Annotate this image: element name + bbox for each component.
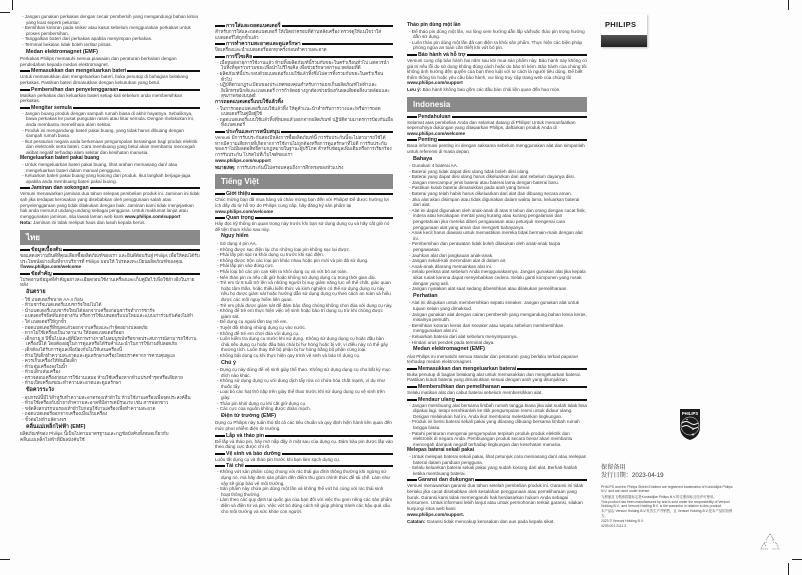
list-item: - Pembersihan dan perawatan tidak boleh dilakukan oleh anak-anak tanpa pengawasan. [409, 241, 561, 252]
list-item: - Không để trẻ em chơi đùa với dụng cụ. [217, 330, 300, 336]
remove-battery-heading: Mengeluarkan bateri pakai buang [20, 155, 100, 162]
copyright: 2023 © Versuni Holding B.V. [601, 519, 644, 524]
list-item: - Không vứt sản phẩm cùng chung với rác thải gia đình thông thường khi ngừng sử dụng nó, mà hãy đem sản phẩm đến điểm thu gom chính thức để tái chế. Làm như vậy sẽ giúp bảo vệ môi trường. [217, 469, 391, 486]
back-matter [601, 464, 736, 530]
list-item: - Selalu keluarkan baterai sekali pakai yang sudah kosong dari alat. Berhati-hatilah ketika membuang baterai. [409, 465, 578, 476]
emf-text: Dụng cụ Philips này tuân thủ tất cả các tiêu chuẩn và quy định hiện hành liên quan đến mức phơi nhiễm điện từ trường. [215, 420, 392, 432]
cleaning-heading: Pembersihan dan penyelenggaraan [20, 87, 200, 93]
list-item: - Gunakan 4 baterai AA. [409, 163, 459, 169]
emf-heading: คลื่นแม่เหล็กไฟฟ้า (EMF) [26, 423, 86, 430]
battery-heading: Lắp và tháo pin [215, 433, 393, 439]
list-item: - Tuyệt đối không nhúng dụng cụ vào nước. [217, 324, 307, 330]
important-heading: Quan trọng [215, 215, 393, 221]
list-item: - Sử dụng 4 pin AA. [217, 241, 258, 247]
list-item: - Không được sạc điện lại cho những loại pin không sạc lại được. [217, 246, 351, 252]
cleaning-text: ปิดเครื่องและนำแบตเตอรี่ออกทุกครั้งก่อนทำความสะอาด [215, 47, 327, 53]
list-item: - Untuk melepas baterai sekali pakai, lihat petunjuk cara memasang dan/ atau melepas baterai dalam panduan pengguna. [409, 454, 586, 465]
remove-battery-heading: Melepas baterai sekali pakai [407, 447, 474, 454]
list-item: - Keluarkan bateri pakai buang yang kosong dari produk. Ikut langkah berjaga-jaga apabila anda membuang bateri pakai buang. [22, 173, 191, 184]
list-item: - Jika alat akan disimpan atau tidak digunakan dalam waktu lama, keluarkan baterai dari alat. [409, 196, 580, 208]
language-header-thai: ไทย [20, 230, 200, 245]
list-item: - Bersihkan kotoran pada sniker atau kasut sebelum menggunakan perkakas untuk proses pembersihan. [22, 25, 191, 36]
caution-heading: Perhatian [413, 292, 438, 299]
emf-heading: Medan elektromagnet (EMF) [26, 48, 98, 55]
column-2 [215, 22, 393, 514]
remove-battery-heading: Tháo pin dùng một lần [407, 22, 461, 28]
cleaning-text: Luôn tắt dụng cụ và tháo pin trước khi bạn làm sạch dụng cụ. [215, 456, 341, 462]
cleaning-heading: การทำความสะอาดและดูแลรักษา [215, 41, 393, 47]
important-heading: Penting [407, 137, 587, 143]
support-link[interactable]: www.philips.com/support [407, 80, 463, 86]
logo-band [601, 35, 647, 47]
list-item: - Baterai yang telah habis harus dikeluarkan dari alat dan dibuang secara aman. [409, 191, 572, 197]
list-item: - Keluarkan baterai dari alat sebelum menyimpannya. [409, 333, 518, 339]
intro-text: Selamat atas pembelian Anda dan selamat datang di Philips! Untuk memanfaatkan sepenuhnya dukungan yang ditawarkan Philips, daftarkan produk Anda di www.philips.com/welcome [407, 119, 576, 136]
welcome-link[interactable]: www.philips.com/welcome [215, 208, 274, 214]
list-item: - Baterai yang dapat diisi ulang harus dikeluarkan dari alat sebelum dayanya diisi. [409, 174, 575, 180]
list-item: - Jangan buang produk dengan sampah rumah biasa di akhir hayatnya. Sebaliknya, bawa perkakas ke pusat pungutan rasmi atau kitar semula. Dengan melakukan ini, anda membantu memelihara alam sekitar. [22, 110, 195, 127]
list-item: - ขจัดสิ่งสกปรกบนรองเท้าผ้าใบก่อนใช้งานเครื่องเพื่อทำความสะอาด [22, 405, 156, 411]
list-item: - ขั้วต่อไฟห้ามลัดวงจร [22, 417, 67, 423]
crop-mark [12, 0, 13, 10]
emf-text: ผลิตภัณฑ์ของ Philips นี้เป็นไปตามมาตรฐานและกฎข้อบังคับทั้งหมดเกี่ยวกับคลื่นแม่เหล็กไฟฟ้าที่มีผลบังคับใช้ [20, 431, 169, 442]
important-text: โปรดอ่านข้อมูลที่สำคัญอย่างละเอียดก่อนใช้งานเครื่องและเก็บคู่มือไว้เพื่อใช้อ้างอิงในภายหลัง [20, 276, 195, 288]
list-item: - Produk ini berisi baterai sekali pakai yang dilarang dibuang bersama limbah rumah tangga biasa. [409, 419, 580, 431]
philips-shield-icon [678, 407, 702, 441]
list-item: - นำแบตเตอรี่แบบชาร์จใหม่ได้ออกจากเครื่องก่อนชาร์จทำการชาร์จ [22, 307, 155, 313]
list-item: - Trẻ em phải được giám sát để đảm bảo rằng chúng không chơi đùa với dụng cụ này. [217, 302, 393, 308]
list-item: - Bersihkan kotoran keras dari sneaker atau sepatu sebelum membersihkan menggunakan alat ini. [409, 322, 564, 334]
list-item: - Tháo pin khỏi dụng cụ khi cất giữ dụng cụ. [217, 400, 307, 406]
list-item: - Tanggalkan bateri dari perkakas apabila menyimpan perkakas. [22, 36, 153, 42]
battery-text: Buka penutup di bagian belakang alat untuk memasukkan dan mengeluarkan baterai. Pastikan kutub baterai yang dimasukkan sesuai dengan arah yang ditunjukkan. [407, 371, 581, 383]
list-item: - Dụng cụ này dùng để vệ sinh giày thể thao. Không sử dụng dụng cụ cho bất kỳ mục đích nào khác. [217, 367, 391, 378]
important-text: Hãy đọc kỹ thông tin quan trọng này trước khi bạn sử dụng dụng cụ và hãy cất giữ nó để tiện tham khảo sau này. [215, 221, 390, 232]
intro-heading: ข้อมูลเบื้องต้น [20, 247, 200, 253]
welcome-link[interactable]: www.philips.com/welcome [23, 264, 82, 270]
philips-logo [601, 14, 647, 47]
list-item: - Pastikan kutub baterai dimasukkan pada arah yang benar. [409, 185, 531, 191]
intro-text: ขอแสดงความยินดีที่คุณเลือกซื้อผลิตภัณฑ์ของเรา และยินดีต้อนรับสู่ Philips เพื่อให้คุณได้รับประโยชน์อย่างเต็มที่จากบริการที่ Philips มอบให้ โปรดลงทะเบียนผลิตภัณฑ์ของคุณที่www.philips.com/welcome [20, 253, 200, 270]
list-item: - ถอดแบตเตอรี่ที่หมดแล้วออกจากเครื่องและกำจัดอย่างปลอดภัย [22, 324, 148, 330]
crop-mark [788, 0, 789, 10]
list-item: - Jangan membuang alat bersama limbah rumah tangga biasa jika alat sudah tidak bisa dipakai lagi, tetapi serahkanlah ke titik pengumpulan resmi untuk didaur ulang. Dengan melakukan hal ini, Anda ikut membantu melestarikan lingkungan. [409, 402, 587, 419]
caution-heading: Chú ý [221, 359, 236, 366]
list-item: - Không được trộn các loại pin khác nhau hoặc pin mới và pin đã sử dụng. [217, 257, 369, 263]
list-item: - Các cực của nguồn không được đoản mạch. [217, 406, 311, 412]
list-item: - Không để trẻ em thực hiện việc vệ sinh hoặc bảo trì dụng cụ trừ khi chúng được giám sát. [217, 308, 383, 319]
important-text: Baca informasi penting ini dengan saksama sebelum menggunakan alat dan simpanlah untuk referensi di masa depan. [407, 143, 585, 154]
list-item: - Phải loại bỏ các pin cạn kiệt ra khỏi dụng cụ và vứt bỏ an toàn. [217, 269, 348, 274]
list-item: - Jangan gunakan alat dengan cairan pembersih yang mengandung bahan kimia keras, misalnya pemutih. [409, 311, 587, 323]
list-item: - Baterai yang tidak dapat diisi ulang tidak boleh diisi ulang. [409, 168, 530, 174]
battery-text: Để lắp và tháo pin, hãy mở nắp đậy ở mặt sau của dụng cụ. Đảm bảo pin được lắp vào theo đúng cực được chỉ rõ. [215, 438, 393, 450]
language-header-vietnamese: Tiếng Việt [215, 174, 393, 189]
important-heading: ข้อสำคัญ [20, 271, 200, 277]
language-header-indonesian: Indonesia [407, 97, 587, 112]
warranty-note: Nota: Jaminan ini tidak meliputi haus dan lusuh kepala berus. [20, 220, 146, 226]
battery-heading: Memasukkan dan mengeluarkan bateri [20, 68, 200, 74]
list-item: - Không bật dụng cụ khi thực hiện quy trình vệ sinh và bảo trì dụng cụ. [217, 352, 361, 358]
recycle-heading: Tái chế [215, 463, 393, 469]
list-item: - Loại bỏ các hạt thô nặp trên giày thể thao trước khi sử dụng dụng cụ vệ sinh trên giày. [217, 389, 385, 401]
list-item: - Nên tháo pin ra nếu cất giữ hoặc không sử dụng dụng cụ trong thời gian dài. [217, 274, 376, 280]
welcome-link[interactable]: www.philips.com/welcome [407, 130, 466, 136]
danger-heading: Bahaya [413, 155, 433, 162]
cleaning-heading: Membersihkan dan pemeliharaan [407, 384, 587, 390]
list-item: - Phải lắp pin vào đúng cực. [217, 263, 275, 269]
danger-heading: อันตราย [26, 288, 46, 295]
list-item: - ถอดแบตเตอรี่ออกจากเครื่องเมื่อเก็บเครื่อง [22, 411, 108, 417]
warranty-heading: ประกันและการสนับสนุน [215, 129, 393, 135]
list-item: - Jauhkan alat dari jangkauan anak-anak. [409, 252, 494, 258]
battery-text: สำหรับการใส่และถอดแบตเตอรี่ ให้เปิดฝาครอบที่ด้านหลังเครื่อง ตรวจดูให้แน่ใจว่าใส่แบตเตอรี่ได้ถูกขั้วแล้ว [215, 29, 382, 40]
list-item: - Phải lấy pin sạc ra khỏi dụng cụ trước khi sạc điện. [217, 252, 324, 258]
manufacturer-notice-zh: 本产品由 Versuni Holding B.V.负责生产并销售，且 Versuni Holding B.V.是本产品的担保方。 [601, 509, 733, 518]
warranty-text: Versuni menawarkan jaminan dua tahun selepas pembelian produk ini. Jaminan ini tidak sah jika terdapat kerosakan yang disebabkan oleh penggunaan salah atau penyelenggaraan yang tidak dilakukan dengan baik. Jaminan kami tidak menjejaskan hak anda menurut undang-undang sebagai pengguna. Untuk maklumat lanjut atau menggunakan jaminan, sila lawati laman web kami www.philips.com/support [20, 191, 200, 219]
warranty-note: Catatan: Garansi tidak mencakup kerusakan dan aus pada kepala sikat. [407, 518, 555, 524]
logo-wordmark: PHILIPS [605, 20, 637, 29]
list-item: - Jangan mencampur jenis baterai atau baterai lama dengan baterai baru. [409, 179, 559, 185]
list-item: - ห้ามชาร์จแบตเตอรี่แบบชาร์จใหม่ไม่ได้ [22, 302, 102, 308]
list-item: - Trẻ em từ 8 tuổi trở lên và những người bị suy giảm năng lực về thể chất, giác quan hoặc tâm thần, hoặc thiếu kiến thức và kinh nghiệm có thể sử dụng dụng cụ này nếu họ được giám sát hoặc hướng dẫn sử dụng dụng cụ theo cách an toàn và hiểu được các mối nguy hiểm liên quan. [217, 280, 391, 302]
list-item: - อุปกรณ์นี้มีไว้สำหรับทำความสะอาดรองเท้าผ้าใบ ห้ามใช้งานเครื่องเพื่อจุดประสงค์อื่น [22, 394, 191, 400]
emf-text: Perkakas Philips mematuhi semua piawaian dan peraturan berkaitan dengan pendedahan kepada medan elektromagnet. [20, 56, 177, 67]
battery-text: Untuk memasukkan dan mengeluarkan bateri, buka penutup di bahagian belakang perkakas. Pastikan bateri dimasukkan dengan kekutuban yang betul. [20, 74, 189, 85]
list-item: - Jangan gunakan perkakas dengan cecair pembersih yang mengandungi bahan kimia yang kuat seperti peluntur. [22, 14, 198, 25]
document-code: 4239.001.2111.3 [601, 524, 626, 529]
list-item: - Produk ini mengandungi bateri pakai buang, yang tidak harus dibuang dengan sampah rumah biasa. [22, 127, 184, 139]
list-item: - ใช้ แบตเตอรี่ขนาด AA 4 ก้อน [22, 296, 83, 302]
cleaning-text: Matikan perkakas dan keluarkan bateri setiap kali sebelum anda membersihkan perkakas. [20, 92, 183, 104]
remove-battery-heading: การถอดแบตเตอรี่แบบใช้แล้วทิ้ง [215, 98, 284, 105]
manufacturer-notice: This product has been manufactured by and is sold under the responsibility of Versuni Holding B.V., and Versuni Holding B.V. is the warrantor in relation to this product. [601, 499, 730, 509]
support-link[interactable]: www.philips.com/support [124, 213, 181, 219]
list-item: - Patuhi peraturan mengenai pengumpulan terpisah produk-produk elektrik dan elektronik di negara Anda. Pembuangan produk secara benar akan membantu mencegah dampak negatif terhadap lingkungan dan kesehatan manusia. [409, 430, 573, 447]
list-item: - ใส่ แบตเตอรี่ให้ถูกขั้ว [22, 318, 67, 324]
list-item: - Hindari arus pendek pada terminal daya. [409, 339, 495, 345]
list-item: - Ikut peraturan negara anda berkenaan pengumpulan berasingan bagi produk elektrik dan elektronik serta bateri. Cara membuang yang betul akan membantu mencegah akibat negatif terhadap alam sekitar dan kesihatan manusia. [22, 138, 198, 155]
column-1 [20, 14, 200, 443]
keep-label: 保留备用 [601, 464, 626, 471]
crop-mark [0, 12, 10, 13]
column-3 [407, 22, 587, 526]
list-item: - ควรเก็บเครื่องให้พ้นมือเด็ก [22, 358, 77, 364]
support-link[interactable]: www.philips.com/support. [407, 512, 464, 518]
list-item: - Sản phẩm này chứa pin dùng một lần và không thể vứt bỏ cùng với rác thải sinh hoạt thông thường. [217, 486, 384, 497]
list-item: - ผลิตภัณฑ์นี้ประกอบด้วยแบตเตอรี่แบบใช้แล้วทิ้งซึ่งไม่ควรทิ้งรวมกับขยะในครัวเรือนทั่วไป [217, 70, 384, 82]
crop-mark [0, 559, 10, 560]
support-link[interactable]: www.philips.com/support [215, 158, 271, 164]
list-item: - Luôn kiểm tra dụng cụ trước khi sử dụng. Không sử dụng dụng cụ hoặc đầu bàn chải nếu dụng cụ hoặc đầu bàn chải bị hư hỏng hoặc bị vỡ, vì điều này có thể gây thương tích. Luôn thay thế bộ phận bị hư hỏng bằng bộ phận cùng loại. [217, 336, 388, 353]
warranty-heading: Jaminan dan sokongan [20, 185, 200, 191]
list-item: - Alat ini ditujukan untuk membersihkan sepatu sneaker. Jangan gunakan alat untuk tujuan selain yang dimaksud. [409, 300, 580, 311]
warranty-heading: Bảo hành và hỗ trợ [407, 52, 587, 58]
warranty-text: Versuni menawarkan garansi dua tahun setelah pembelian produk ini. Garansi ini tidak berlaku jika cacat disebabkan oleh kesalahan penggunaan atau pemeliharaan yang buruk. Garansi kami tidak memengaruhi hak berdasarkan hukum Anda sebagai konsumen. Untuk informasi lebih lanjut atau untuk permohonan terkait garansi, silakan kunjungi situs web kami [407, 483, 584, 511]
svg-text:PHILIPS: PHILIPS [681, 411, 699, 416]
list-item: - Terminal bekalan tidak boleh terlitar pintas. [22, 41, 112, 47]
cleaning-text: Selalu matikan alat dan cabut baterai sebelum membersihkan alat. [407, 390, 543, 396]
crop-mark [792, 559, 802, 560]
trademark-notice: PHILIPS and the Philips Shield Emblem are registered trademarks of Koninklijke Philips N.V. and are used under license. [601, 485, 733, 494]
list-item: - เมื่อหมดอายุการใช้งานแล้ว ห้ามทิ้งผลิตภัณฑ์นี้รวมกับขยะในครัวเรือนทั่วไป แต่ควรนำไปทิ้งที่จุดรวบรวมขยะเพื่อนำไปรีไซเคิล เพื่อช่วยรักษาสภาพแวดล้อมที่ดี [217, 59, 390, 71]
recycle-heading: การรีไซเคิล [215, 54, 393, 60]
emf-heading: Medan elektromagnet (EMF) [413, 346, 485, 353]
warranty-heading: Garansi dan dukungan [407, 477, 587, 483]
list-item: - เด็กอายุ 8 ปีขึ้นไปและผู้ที่มีสภาพร่างกายไม่สมบูรณ์หรือขาดประสบการณ์สามารถใช้งานเครื่องนี้ได้ โดยต้องอยู่ในการดูแลหรือได้รับคำแนะนำในการใช้งานที่ปลอดภัย [22, 335, 197, 347]
list-item: - ห้ามเปิดเครื่องขณะทำความสะอาดและดูแลรักษา [22, 380, 122, 386]
warranty-note: หมายเหตุ: การรับประกันนี้ไม่ครอบคลุมถึงการสึกหรอของหัวแปรง [215, 164, 344, 170]
list-item: - ห้ามจุ่มเครื่องลงในน้ำ [22, 363, 68, 369]
list-item: - ห้ามให้เด็กทำความสะอาดและดูแลรักษาเครื่องโดยปราศจากการควบคุมดูแล [22, 352, 175, 358]
recycle-heading: Mendaur ulang [407, 397, 587, 403]
list-item: - เด็กต้องได้รับการดูแลเพื่อป้องกันไม่ให้เล่นเครื่องนี้ [22, 346, 122, 352]
list-item: - หากไม่ใช้เครื่องเป็นเวลานาน ให้ถอดแบตเตอรี่ออก [22, 330, 125, 336]
list-item: - ในการถอดแบตเตอรี่แบบใช้แล้วทิ้ง ให้ดูคำแนะนำสำหรับการวางและ/หรือการถอดแบตเตอรี่ในคู่มือผู้ใช้ [217, 105, 381, 117]
list-item: - Luôn tháo pin dùng một lần đã cạn điện ra khỏi sản phẩm. Thực hiện các biện pháp phòng ngừa an toàn cần thiết khi vứt bỏ pin. [409, 39, 583, 51]
intro-text: Chúc mừng bạn đã mua hàng và chào mừng bạn đến với Philips! Để được hưởng lợi ích đầy đủ từ hỗ trợ do Philips cung cấp, hãy đăng ký sản phẩm tại www.philips.com/welcome [215, 197, 389, 214]
warranty-text: Versuni cung cấp bảo hành hai năm sau khi mua sản phẩm này. Bảo hành này không có giá trị nếu lỗi do sử dụng không đúng cách hoặc do bảo trì kém. Bảo hành của chúng tôi không ảnh hưởng đến quyền của bạn theo luật với tư cách là người tiêu dùng. Để biết thêm thông tin hoặc yêu cầu bảo hành, vui lòng truy cập trang web của chúng tôi www.philips.com/support [407, 57, 587, 86]
battery-heading: Memasukkan dan mengeluarkan baterai [407, 366, 587, 372]
battery-heading: การใส่และถอดแบตเตอรี่ [215, 23, 393, 29]
caution-heading: ข้อควรระวัง [26, 387, 54, 394]
list-item: - Làm theo các quy định tại quốc gia của bạn đối với việc thu gom riêng các sản phẩm điện và điện tử và pin. Việc vứt bỏ đúng cách sẽ giúp phòng tránh các hậu quả xấu cho môi trường và sức khỏe con người. [217, 497, 393, 514]
intro-heading: Giới thiệu [215, 191, 393, 197]
emf-text: Alat Philips ini mematuhi semua standar dan peraturan yang berlaku terkait paparan terhadap medan elektromagnet. [407, 353, 579, 365]
list-item: - Selalu periksa alat sebelum Anda menggunakannya. Jangan gunakan alat jika kepala sikat rusak karena dapat menyebabkan cedera. Selalu ganti komponen yang rusak dengan yang asli. [409, 269, 586, 286]
recycle-icon [760, 532, 780, 552]
warranty-text: Versuni มีการรับประกันสองปีหลังการซื้อผลิตภัณฑ์นี้ การรับประกันนี้จะไม่สามารถใช้ได้หากมีความเสียหายที่เกิดจากการใช้งานไม่ถูกต้องหรือการดูแลรักษาที่ไม่ดี การรับประกันของเราไม่มีผลต่อสิทธิ์ตามกฎหมายในฐานะผู้บริโภค สำหรับข้อมูลเพิ่มเติมหรือการเรียกร้องการรับประกัน โปรดไปที่เว็บไซต์ของเรา [215, 134, 392, 157]
trademark-notice-zh: 飞利浦及飞利浦盾徽标志是Koninklijke Philips N.V.的注册商标且经许可使用。 [601, 494, 717, 499]
list-item: - Anak-anak dilarang memainkan alat ini. [409, 263, 492, 269]
list-item: - Jangan sekali-kali merendam alat di dalam air. [409, 258, 507, 264]
intro-heading: Pendahuluan [407, 114, 587, 120]
crop-mark [788, 563, 789, 575]
list-item: - Alat ini dapat digunakan oleh anak-anak di atas 8 tahun dan orang dengan cacat fisik, indera atau kecakapan mental yang kurang atau kurang pengalaman dan pengetahuan jika mereka diberi pengawasan atau petunjuk mengenai cara penggunaan alat yang aman dan mengerti bahayanya. [409, 207, 586, 230]
warranty-note: Lưu ý: Bảo hành không bao gồm các đầu bàn chải liên quan đến hao mòn. [407, 86, 561, 92]
list-item: - แบตเตอรี่ชนิดที่แตกต่างกัน หรือการใช้แบตเตอรี่แบบใหม่และแบบเก่าร่วมกันต้องไม่ทำ [22, 313, 194, 319]
list-item: - Để tháo pin dùng một lần, vui lòng xem hướng dẫn lắp và/hoặc tháo pin trong hướng dẫn sử dụng. [409, 28, 585, 40]
list-item: - Để dụng cụ ngoài tầm tay trẻ em. [217, 319, 288, 325]
list-item: - Jangan nyalakan alat saat sedang dibersihkan atau dilakukan pemeliharaan. [409, 286, 568, 292]
list-item: - Untuk mengeluarkan bateri pakai buang, lihat arahan memasang dan/ atau mengeluarkan bateri dalam manual pengguna. [22, 162, 178, 173]
list-item: - ห้ามใช้เครื่องกับน้ำยาทำความสะอาดที่มีสารเคมีรุนแรง เช่น สารฟอกขาว [22, 400, 169, 406]
list-item: - Không sử dụng dụng cụ với dung dịch tẩy rửa có chứa hóa chất mạnh, ví dụ như thuốc tẩy. [217, 378, 386, 389]
list-item: - ตรวจสอบเครื่องก่อนการใช้งานเสมอ ห้ามใช้เครื่องหากหัวแปรงชำรุดหรือเสียหาย [22, 374, 183, 380]
cleaning-heading: Vệ sinh và bảo dưỡng [215, 451, 393, 457]
danger-heading: Nguy hiểm [221, 233, 249, 240]
list-item: - ปฏิบัติตามกฎระเบียบของประเทศของคุณสำหรับการแยกเก็บผลิตภัณฑ์ไฟฟ้าและอิเล็กทรอนิกส์และแบตเตอรี่ การกำจัดอย่างถูกต้องช่วยป้องกันผลเสียต่อสิ่งแวดล้อมและสุขภาพของมนุษย์ [217, 82, 390, 99]
recycle-heading: Mengitar semula [20, 105, 200, 111]
emf-heading: Điện từ trường (EMF) [221, 412, 277, 419]
list-item: - Anak kecil harus diawasi untuk memastikan mereka tidak bermain-main dengan alat ini. [409, 230, 583, 241]
list-item: - ถอดแบตเตอรี่แบบใช้แล้วทิ้งที่หมดแล้วออกจากผลิตภัณฑ์ ปฏิบัติตามมาตรการป้องกันเมื่อทิ้งแบตเตอรี่ [217, 116, 393, 128]
list-item: - ห้ามเด็กเล่นเครื่อง [22, 369, 61, 375]
fine-print [601, 485, 736, 529]
issue-date: 发行日期：2023-04-19 [601, 472, 664, 479]
